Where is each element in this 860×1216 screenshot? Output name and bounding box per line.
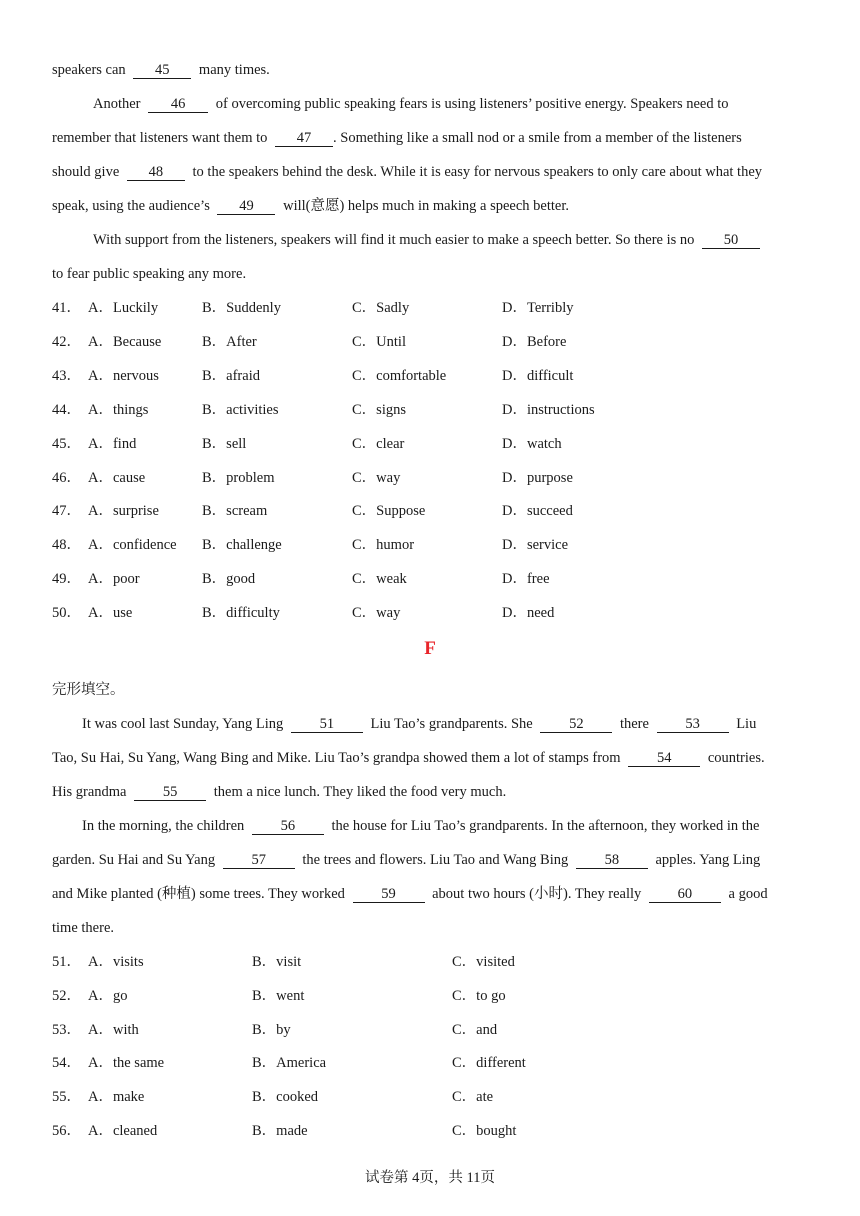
question-number: 54． (52, 1055, 81, 1072)
option-c[interactable]: C．weak (352, 571, 407, 588)
passage-line (82, 816, 760, 836)
text: remember that listeners want them to (52, 130, 268, 146)
option-d[interactable]: D．Terribly (502, 300, 574, 316)
question-number: 50． (52, 605, 81, 622)
question-number: 47． (52, 503, 81, 520)
text: Another (93, 96, 141, 112)
option-b[interactable]: B．cooked (252, 1089, 319, 1106)
text: It was cool last Sunday, Yang Ling (82, 716, 284, 732)
text: apples. Yang Ling (655, 852, 761, 868)
option-a[interactable]: A．find (88, 435, 137, 452)
option-a[interactable]: A．the same (88, 1055, 165, 1072)
option-b[interactable]: B．afraid (202, 367, 260, 384)
blank-47: 47 (275, 130, 333, 147)
blank-49: 49 (217, 198, 275, 215)
text: should give (52, 164, 120, 180)
option-d[interactable]: D．service (502, 537, 569, 554)
question-number: 43． (52, 367, 81, 384)
passage-line (52, 748, 765, 768)
option-a[interactable]: A．Luckily (88, 300, 159, 316)
option-b[interactable]: B．challenge (202, 537, 282, 554)
option-d[interactable]: D．free (502, 571, 550, 588)
text: and Mike planted (种植) some trees. They worked (52, 886, 345, 902)
blank-58: 58 (576, 852, 648, 869)
option-b[interactable]: B．America (252, 1055, 327, 1072)
option-c[interactable]: C．visited (452, 954, 515, 970)
text: the trees and flowers. Liu Tao and Wang Bing (302, 852, 569, 868)
question-number: 42． (52, 333, 81, 350)
text: speakers can (52, 62, 126, 78)
option-b[interactable]: B．difficulty (202, 605, 280, 622)
option-b[interactable]: B．After (202, 333, 257, 350)
blank-53: 53 (657, 716, 729, 733)
option-d[interactable]: D．difficult (502, 367, 574, 384)
text: of overcoming public speaking fears is using listeners’ positive energy. Speakers need to (215, 96, 729, 112)
text: a good (728, 886, 768, 902)
option-c[interactable]: C．bought (452, 1123, 517, 1139)
question-number: 51． (52, 954, 81, 970)
option-a[interactable]: A．cause (88, 469, 146, 486)
option-a[interactable]: A．cleaned (88, 1123, 158, 1139)
option-b[interactable]: B．visit (252, 954, 302, 970)
option-c[interactable]: C．ate (452, 1089, 494, 1106)
option-a[interactable]: A．visits (88, 954, 144, 970)
option-a[interactable]: A．confidence (88, 537, 177, 554)
text: about two hours (小时). They really (432, 886, 642, 902)
text: speak, using the audience’s (52, 198, 210, 214)
question-number: 46． (52, 469, 81, 486)
blank-45: 45 (133, 62, 191, 79)
passage-line (52, 60, 270, 80)
option-b[interactable]: B．sell (202, 435, 247, 452)
option-b[interactable]: B．activities (202, 401, 279, 418)
text: there (619, 716, 649, 732)
text: the house for Liu Tao’s grandparents. In the afternoon, they worked in the (331, 818, 760, 834)
option-a[interactable]: A．go (88, 987, 128, 1004)
question-number: 55． (52, 1089, 81, 1106)
text: will(意愿) helps much in making a speech better. (283, 198, 569, 214)
text: time there. (52, 920, 115, 936)
option-a[interactable]: A．poor (88, 571, 140, 588)
option-c[interactable]: C．Until (352, 333, 406, 350)
blank-48: 48 (127, 164, 185, 181)
option-a[interactable]: A．make (88, 1089, 145, 1106)
passage-line (52, 850, 760, 870)
option-d[interactable]: D．instructions (502, 401, 595, 418)
passage-line (52, 196, 569, 216)
passage-line (52, 162, 762, 182)
blank-59: 59 (353, 886, 425, 903)
question-number: 56． (52, 1123, 81, 1139)
blank-55: 55 (134, 784, 206, 801)
passage-line (93, 94, 729, 114)
option-b[interactable]: B．good (202, 571, 256, 588)
text: many times. (198, 62, 270, 78)
passage-line (52, 264, 246, 284)
blank-51: 51 (291, 716, 363, 733)
option-b[interactable]: B．Suddenly (202, 300, 281, 316)
text: them a nice lunch. They liked the food very much. (213, 784, 507, 800)
option-a[interactable]: A．with (88, 1021, 139, 1038)
option-d[interactable]: D．watch (502, 435, 562, 452)
blank-57: 57 (223, 852, 295, 869)
passage-line (52, 884, 768, 904)
passage-line (52, 782, 506, 802)
question-number: 52． (52, 987, 81, 1004)
text: His grandma (52, 784, 127, 800)
text: With support from the listeners, speakers will find it much easier to make a speech better. So there is no (93, 232, 695, 248)
question-number: 44． (52, 401, 81, 418)
option-d[interactable]: D．need (502, 605, 555, 622)
question-number: 53． (52, 1021, 81, 1038)
option-c[interactable]: C．humor (352, 537, 415, 554)
option-a[interactable]: A．use (88, 605, 133, 622)
option-c[interactable]: C．Sadly (352, 300, 410, 316)
text: to the speakers behind the desk. While it is easy for nervous speakers to only care about what they (192, 164, 763, 180)
option-a[interactable]: A．nervous (88, 367, 159, 384)
option-b[interactable]: B．went (252, 987, 305, 1004)
text: . Something like a small nod or a smile from a member of the listeners (333, 130, 742, 146)
option-c[interactable]: C．signs (352, 401, 406, 418)
option-b[interactable]: B．by (252, 1021, 291, 1038)
text: countries. (707, 750, 765, 766)
option-b[interactable]: B．made (252, 1123, 308, 1139)
blank-46: 46 (148, 96, 208, 113)
option-b[interactable]: B．problem (202, 469, 275, 486)
blank-56: 56 (252, 818, 324, 835)
option-c[interactable]: C．comfortable (352, 367, 447, 384)
instruction: 完形填空。 (52, 682, 125, 698)
option-c[interactable]: C．way (352, 469, 401, 486)
question-number: 41． (52, 300, 81, 316)
option-b[interactable]: B．scream (202, 503, 268, 520)
option-a[interactable]: A．things (88, 401, 149, 418)
blank-50: 50 (702, 232, 760, 249)
option-c[interactable]: C．clear (352, 435, 405, 452)
blank-60: 60 (649, 886, 721, 903)
text: Tao, Su Hai, Su Yang, Wang Bing and Mike. Liu Tao’s grandpa showed them a lot of stamps from (52, 750, 621, 766)
text: In the morning, the children (82, 818, 245, 834)
blank-52: 52 (540, 716, 612, 733)
option-c[interactable]: C．and (452, 1021, 498, 1038)
option-d[interactable]: D．succeed (502, 503, 573, 520)
option-c[interactable]: C．different (452, 1055, 526, 1072)
passage-line (52, 918, 114, 938)
text: Liu (736, 716, 757, 732)
section-title: F (424, 638, 436, 659)
question-number: 48． (52, 537, 81, 554)
passage-line (93, 230, 764, 250)
question-number: 45． (52, 435, 81, 452)
text: garden. Su Hai and Su Yang (52, 852, 216, 868)
option-a[interactable]: A．surprise (88, 503, 159, 520)
question-number: 49． (52, 571, 81, 588)
option-d[interactable]: D．Before (502, 333, 567, 350)
passage-line (82, 714, 756, 734)
text: Liu Tao’s grandparents. She (370, 716, 533, 732)
text: to fear public speaking any more. (52, 266, 247, 282)
option-d[interactable]: D．purpose (502, 469, 573, 486)
passage-line (52, 128, 742, 148)
page-footer: 试卷第 4页，共 11页 (365, 1170, 495, 1186)
blank-54: 54 (628, 750, 700, 767)
option-c[interactable]: C．way (352, 605, 401, 622)
option-a[interactable]: A．Because (88, 333, 162, 350)
option-c[interactable]: C．Suppose (352, 503, 426, 520)
option-c[interactable]: C．to go (452, 987, 506, 1004)
